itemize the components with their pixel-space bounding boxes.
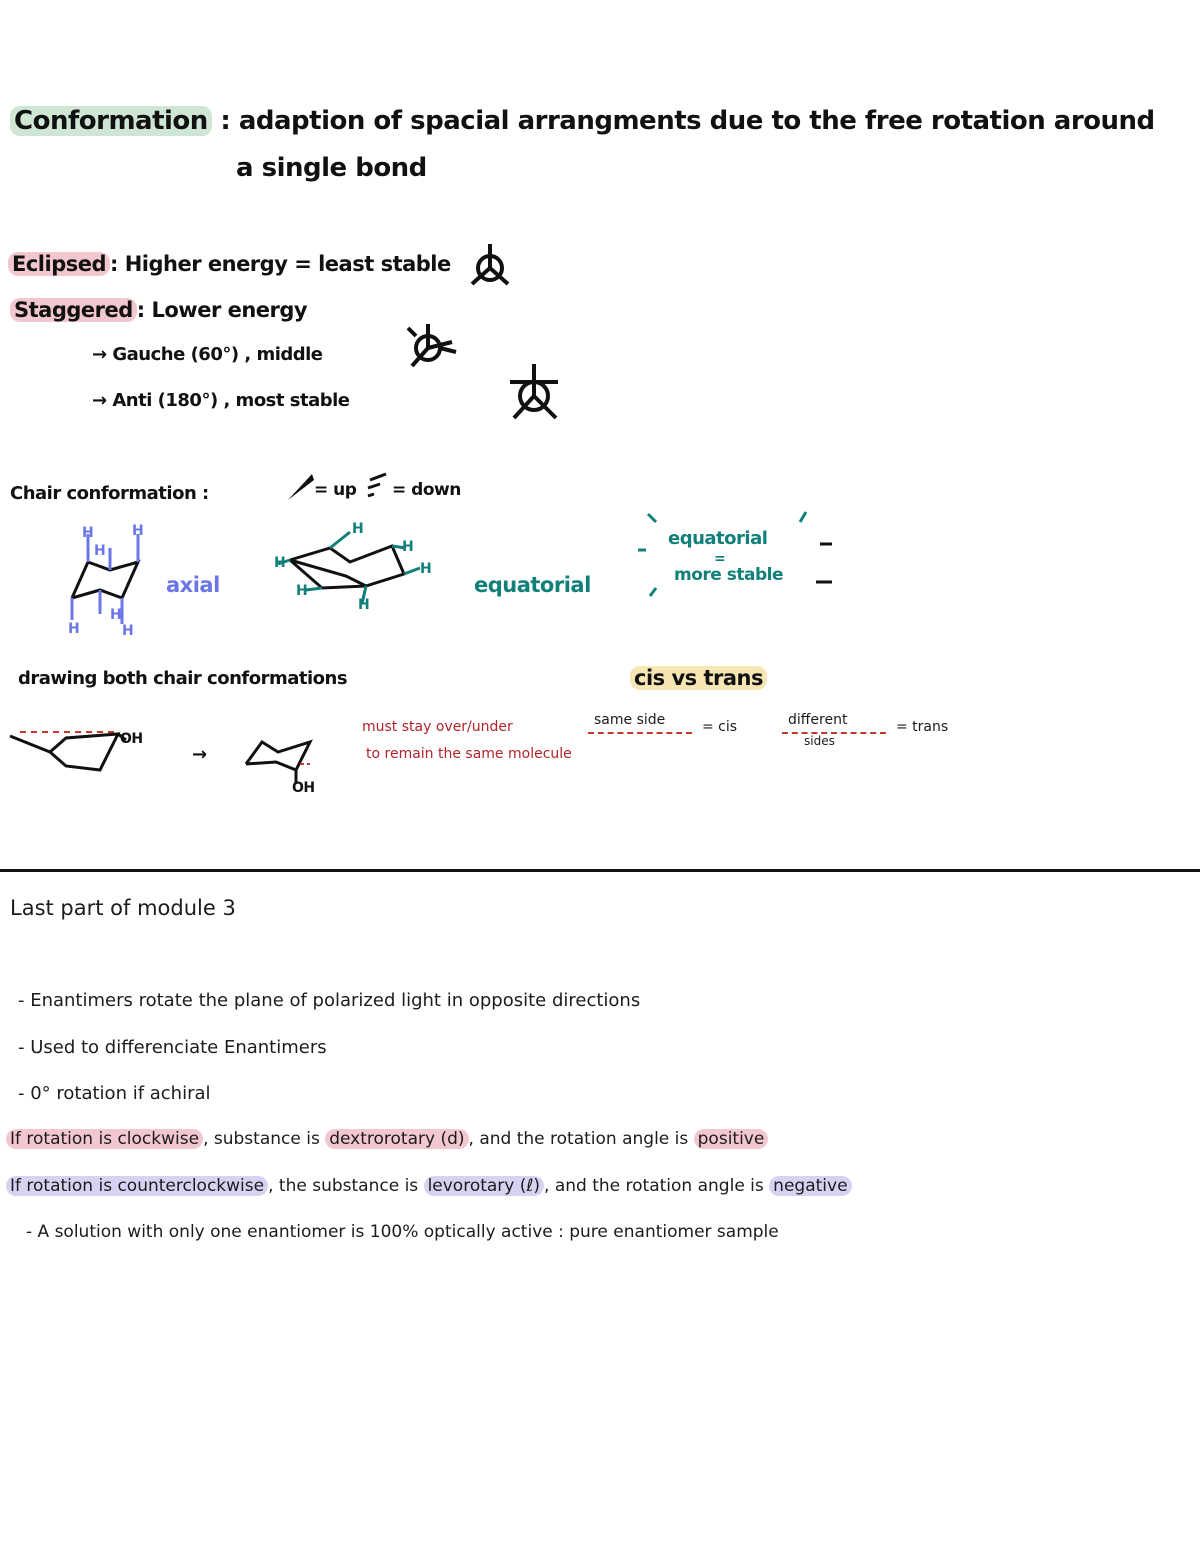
axial-h-5: H xyxy=(110,607,122,623)
positive-term: positive xyxy=(694,1129,769,1149)
bullet-differenciate: - Used to differenciate Enantimers xyxy=(18,1037,327,1058)
dextrorotary-term: dextrorotary (d) xyxy=(325,1129,468,1149)
conformation-def-line1: adaption of spacial arrangments due to the free rotation around xyxy=(238,106,1155,136)
eclipsed-text: : Higher energy = least stable xyxy=(110,252,451,276)
counterclockwise-line xyxy=(6,1178,852,1195)
gauche-item xyxy=(92,346,323,364)
legend-up: = up xyxy=(314,480,357,500)
eq-h-3: H xyxy=(402,539,414,555)
drawing-heading: drawing both chair conformations xyxy=(18,668,348,689)
wedge-up-icon xyxy=(286,472,316,502)
anti-item xyxy=(92,392,350,410)
counterclockwise-mid2: , and the rotation angle is xyxy=(544,1176,764,1196)
axial-h-1: H xyxy=(82,525,94,541)
staggered-line xyxy=(10,300,307,321)
staggered-term: Staggered xyxy=(10,298,137,322)
gauche-label: Gauche (60°) , middle xyxy=(112,344,323,365)
hash-down-icon xyxy=(364,472,394,500)
negative-term: negative xyxy=(769,1176,851,1196)
section-divider xyxy=(0,869,1200,872)
stay-note-line2: to remain the same molecule xyxy=(366,746,572,762)
cis-trans-label: cis vs trans xyxy=(630,666,767,690)
equals-cis: = cis xyxy=(702,719,738,735)
anti-newman-icon xyxy=(504,362,564,422)
convert-arrow: → xyxy=(192,744,207,765)
axial-h-2: H xyxy=(132,523,144,539)
gauche-bullet: → xyxy=(92,344,107,365)
counterclockwise-mid1: , the substance is xyxy=(268,1176,419,1196)
gauche-newman-icon xyxy=(402,322,458,372)
chair-heading: Chair conformation : xyxy=(10,483,209,504)
anti-bullet: → xyxy=(92,390,107,411)
conformation-sep: : xyxy=(220,106,231,136)
different-label: different xyxy=(788,712,848,728)
axial-label: axial xyxy=(166,573,220,597)
clockwise-mid1: , substance is xyxy=(203,1129,320,1149)
eq-h-4: H xyxy=(420,561,432,577)
axial-h-4: H xyxy=(68,621,80,637)
sparkle-decoration xyxy=(636,500,836,600)
equatorial-label: equatorial xyxy=(474,573,591,597)
legend-down: = down xyxy=(392,480,461,500)
equatorial-note-line1: equatorial xyxy=(668,528,768,549)
stay-note-line1: must stay over/under xyxy=(362,719,513,735)
axial-h-6: H xyxy=(122,623,134,639)
staggered-text: : Lower energy xyxy=(136,298,308,322)
bullet-optically-active: - A solution with only one enantiomer is 100% optically active : pure enantiomer sample xyxy=(26,1222,779,1242)
sides-label: sides xyxy=(804,734,835,748)
module-title: Last part of module 3 xyxy=(10,896,236,920)
conformation-def-line2: a single bond xyxy=(236,153,427,183)
oh-label-2: OH xyxy=(292,780,315,796)
eclipsed-term: Eclipsed xyxy=(8,252,110,276)
eclipsed-newman-icon xyxy=(466,240,516,288)
anti-label: Anti (180°) , most stable xyxy=(112,390,350,411)
eclipsed-line xyxy=(8,254,451,275)
equatorial-note-line2: more stable xyxy=(674,565,783,585)
eq-h-5: H xyxy=(296,583,308,599)
equatorial-note-eq: = xyxy=(714,551,726,567)
clockwise-mid2: , and the rotation angle is xyxy=(468,1129,689,1149)
equals-trans: = trans xyxy=(896,719,949,735)
counterclockwise-condition: If rotation is counterclockwise xyxy=(6,1176,268,1196)
axial-h-3: H xyxy=(94,543,106,559)
clockwise-line xyxy=(6,1131,768,1148)
clockwise-condition: If rotation is clockwise xyxy=(6,1129,203,1149)
levorotary-term: levorotary (ℓ) xyxy=(424,1176,544,1196)
cis-trans-heading xyxy=(630,668,767,689)
oh-label-1: OH xyxy=(120,731,143,747)
conformation-heading xyxy=(10,108,1155,134)
eq-h-1: H xyxy=(274,555,286,571)
eq-h-6: H xyxy=(358,597,370,613)
conformation-term: Conformation xyxy=(10,106,212,136)
bullet-achiral: - 0° rotation if achiral xyxy=(18,1083,211,1104)
bullet-enantimers-rotate: - Enantimers rotate the plane of polarized light in opposite directions xyxy=(18,990,641,1011)
eq-h-2: H xyxy=(352,521,364,537)
same-side-label: same side xyxy=(594,712,666,728)
